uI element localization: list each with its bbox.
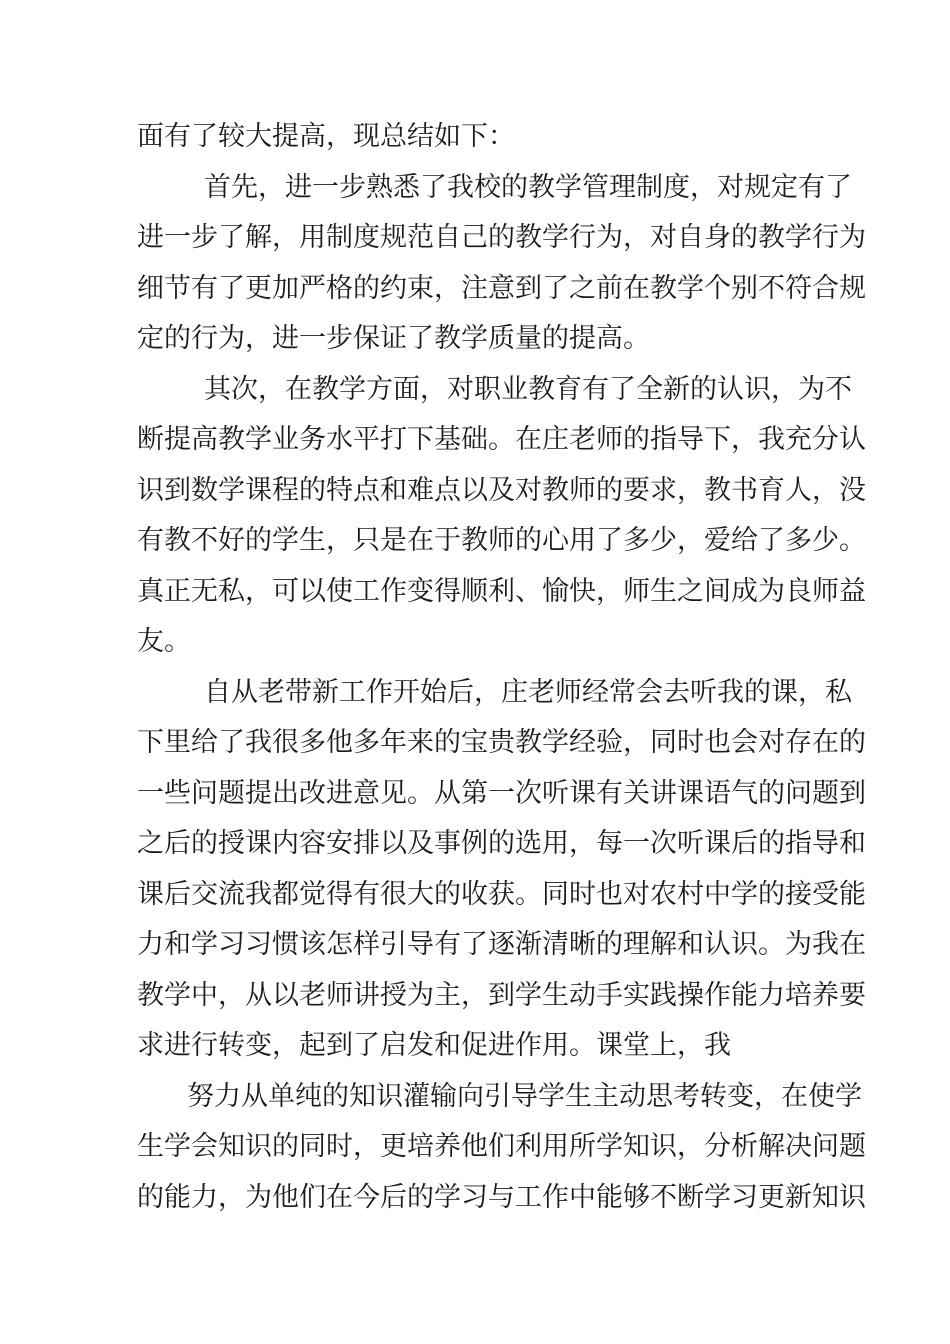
text-line: 求进行转变，起到了启发和促进作用。课堂上，我 — [137, 1030, 731, 1061]
document-body — [137, 112, 866, 1223]
text-line: 友。 — [137, 626, 191, 657]
text-line: 下里给了我很多他多年来的宝贵教学经验，同时也会对存在的 — [137, 727, 866, 758]
text-line: 断提高教学业务水平打下基础。在庄老师的指导下，我充分认 — [137, 424, 866, 455]
text-line: 一些问题提出改进意见。从第一次听课有关讲课语气的问题到 — [137, 777, 866, 809]
text-line: 真正无私，可以使工作变得顺利、愉快，师生之间成为良师益 — [137, 575, 866, 607]
text-line: 面有了较大提高，现总结如下： — [137, 121, 515, 152]
text-line: 有教不好的学生，只是在于教师的心用了多少，爱给了多少。 — [137, 525, 866, 556]
text-line: 课后交流我都觉得有很大的收获。同时也对农村中学的接受能 — [137, 878, 866, 910]
text-line: 力和学习习惯该怎样引导有了逐渐清晰的理解和认识。为我在 — [137, 929, 866, 960]
text-line: 的能力，为他们在今后的学习与工作中能够不断学习更新知识 — [137, 1181, 866, 1213]
paragraph-first-line: 首先，进一步熟悉了我校的教学管理制度，对规定有了 — [204, 171, 852, 203]
text-line: 之后的授课内容安排以及事例的选用，每一次听课后的指导和 — [137, 828, 866, 859]
paragraph-first-line: 努力从单纯的知识灌输向引导学生主动思考转变，在使学 — [187, 1080, 862, 1112]
paragraph-first-line: 自从老带新工作开始后，庄老师经常会去听我的课，私 — [204, 676, 852, 708]
text-line: 定的行为，进一步保证了教学质量的提高。 — [137, 323, 650, 354]
paragraph-first-line: 其次，在教学方面，对职业教育有了全新的认识，为不 — [204, 373, 852, 405]
text-line: 教学中，从以老师讲授为主，到学生动手实践操作能力培养要 — [137, 979, 866, 1011]
text-line: 生学会知识的同时，更培养他们利用所学知识，分析解决问题 — [137, 1131, 866, 1162]
text-line: 细节有了更加严格的约束，注意到了之前在教学个别不符合规 — [137, 272, 866, 304]
text-line: 进一步了解，用制度规范自己的教学行为，对自身的教学行为 — [137, 222, 866, 253]
text-line: 识到数学课程的特点和难点以及对教师的要求，教书育人，没 — [137, 474, 866, 506]
